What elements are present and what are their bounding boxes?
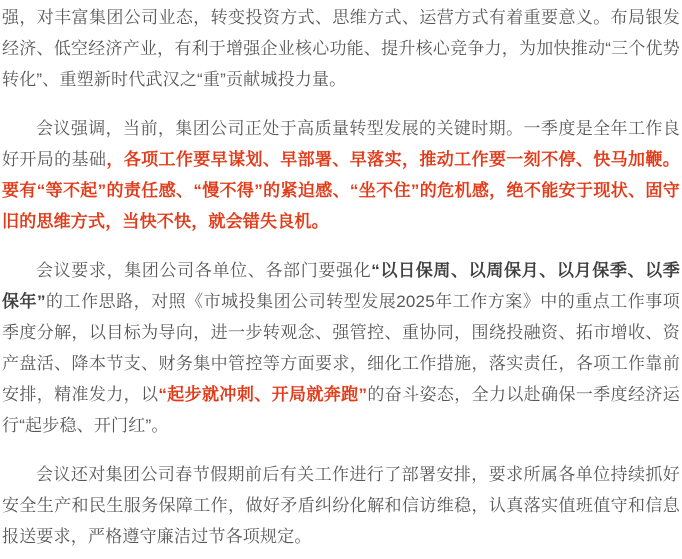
paragraph — [2, 2, 680, 95]
emphasis-text-run: “以日保周、以周保月、以月保季、以季保年” — [2, 261, 680, 311]
emphasis-text-run: “起步就冲刺、开局就奔跑” — [158, 385, 368, 404]
paragraph — [2, 113, 680, 237]
paragraph — [2, 459, 680, 552]
text-run: 会议还对集团公司春节假期前后有关工作进行了部署安排，要求所属各单位持续抓好安全生产和民生服务保障工作，做好矛盾纠纷化解和信访维稳，认真落实值班值守和信息报送要求，严格遵守廉洁过节各项规定。 — [2, 465, 680, 546]
text-run: 会议要求，集团公司各单位、各部门要强化 — [36, 261, 372, 280]
text-run: 会议强调，当前，集团公司正处于高质量转型发展的关键时期。一季度是全年工作良好开局的基础 — [2, 119, 680, 169]
text-run: 强，对丰富集团公司业态，转变投资方式、思维方式、运营方式有着重要意义。布局银发经济、低空经济产业，有利于增强企业核心功能、提升核心竞争力，为加快推动“三个优势转化”、重塑新时代武汉之“重”贡献城投力量。 — [2, 8, 680, 89]
text-run: 的奋斗姿态，全力以赴确保一季度经济运行“起步稳、开门红”。 — [2, 385, 680, 435]
paragraph — [2, 255, 680, 441]
emphasis-text-run: ，各项工作要早谋划、早部署、早落实，推动工作要一刻不停、快马加鞭。要有“等不起”的责任感、“慢不得”的紧迫感、“坐不住”的危机感，绝不能安于现状、固守旧的思维方式，当快不快，就会错失良机。 — [2, 150, 680, 231]
text-run: 的工作思路，对照《市城投集团公司转型发展2025年工作方案》中的重点工作事项季度分解，以目标为导向，进一步转观念、强管控、重协同，围绕投融资、拓市增收、资产盘活、降本节支、财务集中管控等方面要求，细化工作措施，落实责任，各项工作靠前安排，精准发力，以 — [2, 292, 680, 404]
